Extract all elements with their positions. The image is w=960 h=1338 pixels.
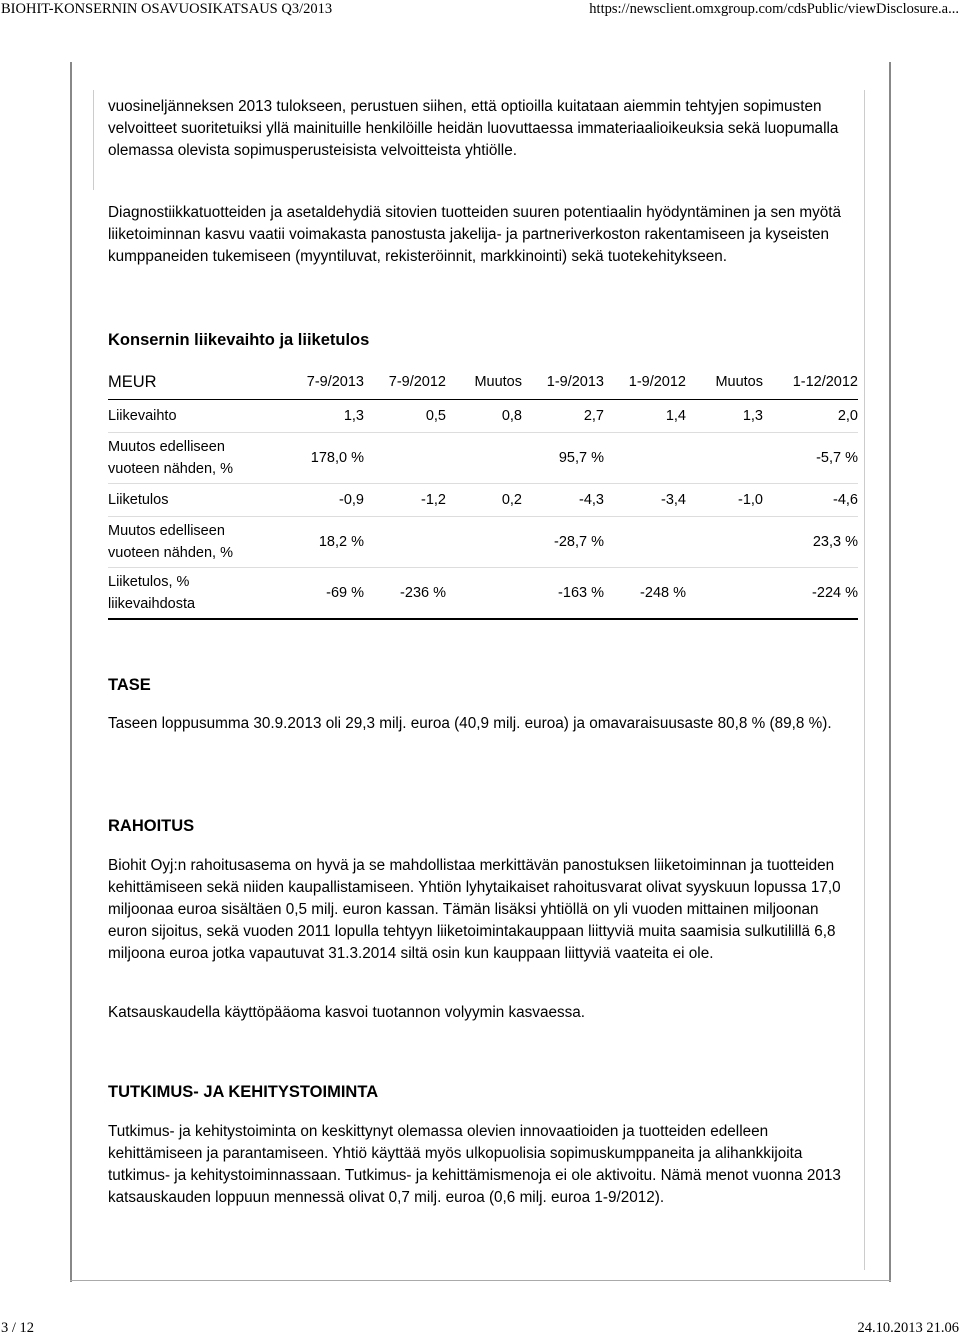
- section-title-tase: TASE: [108, 676, 151, 694]
- financial-table: [108, 365, 858, 620]
- paragraph-diagnostics: Diagnostiikkatuotteiden ja asetaldehydiä sitovien tuotteiden suuren potentiaalin hyödyntäminen ja sen myötä liiketoiminnan kasvu vaatii voimakasta panostusta jakelija- ja partneriverkoston rakentamiseen ja kyseisten kumppaneiden tukemiseen (myyntiluvat, rekisteröinnit, markkinointi) sekä tuotekehitykseen.: [108, 204, 842, 265]
- header-cell: MEUR: [108, 365, 248, 400]
- table-cell: -248 %: [604, 568, 686, 620]
- table-cell: 1,3: [248, 400, 364, 433]
- browser-print-footer: [0, 1319, 960, 1338]
- header-cell: 1-9/2013: [522, 365, 604, 400]
- table-cell: [686, 433, 763, 484]
- table-cell: -0,9: [248, 484, 364, 517]
- table-row: [108, 517, 858, 568]
- row-label: Muutos edelliseen vuoteen nähden, %: [108, 517, 248, 568]
- header-cell: 1-9/2012: [604, 365, 686, 400]
- table-cell: 178,0 %: [248, 433, 364, 484]
- table-cell: [604, 433, 686, 484]
- frame-left-border: [70, 62, 72, 1282]
- section-title-rahoitus: RAHOITUS: [108, 817, 195, 835]
- header-cell: Muutos: [446, 365, 522, 400]
- table-cell: [364, 517, 446, 568]
- table-cell: -5,7 %: [763, 433, 858, 484]
- section-title-tutkimus: TUTKIMUS- JA KEHITYSTOIMINTA: [108, 1083, 379, 1101]
- table-cell: 0,8: [446, 400, 522, 433]
- table-cell: 0,5: [364, 400, 446, 433]
- document-title: BIOHIT-KONSERNIN OSAVUOSIKATSAUS Q3/2013: [1, 1, 333, 17]
- paragraph-kayttopaaoma: Katsauskaudella käyttöpääoma kasvoi tuotannon volyymin kasvaessa.: [108, 1004, 586, 1021]
- table-cell: [604, 517, 686, 568]
- table-cell: -69 %: [248, 568, 364, 620]
- table-cell: 23,3 %: [763, 517, 858, 568]
- table-cell: -163 %: [522, 568, 604, 620]
- table-header-row: [108, 365, 858, 400]
- table-cell: -3,4: [604, 484, 686, 517]
- table-cell: -224 %: [763, 568, 858, 620]
- table-row: [108, 568, 858, 620]
- row-label: Liiketulos: [108, 484, 248, 517]
- browser-print-header: [0, 0, 960, 20]
- paragraph-tase: Taseen loppusumma 30.9.2013 oli 29,3 milj. euroa (40,9 milj. euroa) ja omavaraisuusaste 80,8 % (89,8 %).: [108, 715, 832, 732]
- table-cell: 1,4: [604, 400, 686, 433]
- header-cell: 7-9/2013: [248, 365, 364, 400]
- frame-bottom-border: [70, 1280, 891, 1281]
- table-cell: 0,2: [446, 484, 522, 517]
- header-cell: 7-9/2012: [364, 365, 446, 400]
- paragraph-rahoitus: Biohit Oyj:n rahoitusasema on hyvä ja se mahdollistaa merkittävän panostuksen liiketoiminnan ja tuotteiden kehittämiseen sekä niiden kaupallistamiseen. Yhtiön lyhytaikaiset rahoitusvarat olivat syyskuun lopussa 17,0 miljoonaa euroa sisältäen 0,5 milj. euron kassan. Tämän lisäksi yhtiöllä on yli vuoden mittainen miljoonan euron sijoitus, sekä vuoden 2011 lopulla tehtyyn liiketoimintakauppaan liittyviä muita saamisia sulkutilillä 6,8 miljoona euroa jotka vapautuvat 31.3.2014 siltä osin kun kauppaan liittyviä vaateita ei ole.: [108, 857, 841, 962]
- header-cell: 1-12/2012: [763, 365, 858, 400]
- table-row: [108, 400, 858, 433]
- table-title: Konsernin liikevaihto ja liiketulos: [108, 331, 370, 349]
- table-cell: [364, 433, 446, 484]
- paragraph-intro: vuosineljänneksen 2013 tulokseen, perustuen siihen, että optioilla kuitataan aiemmin tehtyjen sopimusten velvoitteet suoritetuiksi yllä mainituille henkilöille heidän luovuttaessa immateriaalioikeuksia sekä luopumalla olemassa olevista sopimusperusteisista velvoitteista yhtiölle.: [108, 98, 839, 159]
- table-cell: [446, 568, 522, 620]
- table-cell: -1,2: [364, 484, 446, 517]
- table-cell: 2,7: [522, 400, 604, 433]
- table-cell: 2,0: [763, 400, 858, 433]
- table-cell: -236 %: [364, 568, 446, 620]
- table-cell: -4,3: [522, 484, 604, 517]
- table-cell: 1,3: [686, 400, 763, 433]
- paragraph-tutkimus: Tutkimus- ja kehitystoiminta on keskittynyt olemassa olevien innovaatioiden ja tuotteiden edelleen kehittämiseen ja parantamiseen. Yhtiö käyttää myös ulkopuolisia sopimuskumppaneita ja alihankkijoita tutkimus- ja kehitystoiminnassaan. Tutkimus- ja kehittämismenoja ei ole aktivoitu. Nämä menot vuonna 2013 katsauskauden loppuun mennessä olivat 0,7 milj. euroa (0,6 milj. euroa 1-9/2012).: [108, 1123, 841, 1206]
- table-cell: [446, 517, 522, 568]
- table-cell: 95,7 %: [522, 433, 604, 484]
- source-url: https://newsclient.omxgroup.com/cdsPublic/viewDisclosure.a...: [589, 1, 959, 17]
- table-row: [108, 484, 858, 517]
- print-datetime: 24.10.2013 21.06: [857, 1320, 959, 1336]
- header-cell: Muutos: [686, 365, 763, 400]
- inner-left-border: [93, 90, 94, 190]
- row-label: Liiketulos, % liikevaihdosta: [108, 568, 248, 620]
- table-cell: [686, 568, 763, 620]
- table-cell: -4,6: [763, 484, 858, 517]
- table-cell: -1,0: [686, 484, 763, 517]
- row-label: Muutos edelliseen vuoteen nähden, %: [108, 433, 248, 484]
- table-cell: -28,7 %: [522, 517, 604, 568]
- table-cell: [686, 517, 763, 568]
- frame-right-border: [889, 62, 891, 1282]
- inner-right-border: [864, 90, 865, 1270]
- table-cell: [446, 433, 522, 484]
- row-label: Liikevaihto: [108, 400, 248, 433]
- table-row: [108, 433, 858, 484]
- page-number: 3 / 12: [1, 1320, 35, 1336]
- table-cell: 18,2 %: [248, 517, 364, 568]
